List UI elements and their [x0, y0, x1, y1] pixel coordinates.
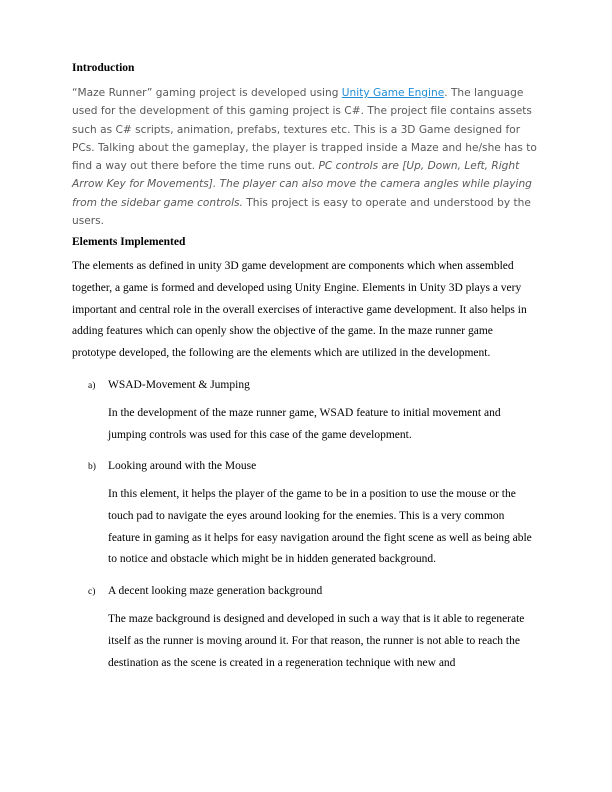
list-marker: c) [88, 587, 96, 598]
intro-text-2: . The language used for the development of this gaming project is C#. The project file contains assets such as C# scripts, animation, prefabs, textures etc. This is a 3D Game designed for PCs. Talking about the gameplay, the player is trapped inside a Maze and he/she has to find a way out there before the time runs out. [72, 87, 537, 173]
elements-paragraph: The elements as defined in unity 3D game development are components which when assembled together, a game is formed and developed using Unity Engine. Elements in Unity 3D plays a very important and central role in the overall exercises of interactive game development. It also helps in adding features which can openly show the objective of the game. In the maze runner game prototype developed, the following are the elements which are utilized in the development. [72, 260, 527, 360]
list-item-title: WSAD-Movement & Jumping [108, 378, 250, 391]
list-item-body: In this element, it helps the player of the game to be in a position to use the mouse or the touch pad to navigate the eyes around looking for the enemies. This is a very common feature in gaming as it helps for easy navigation around the fight scene as well as being able to notice and obstacle which might be in hidden generated background. [108, 488, 532, 566]
list-marker: b) [88, 462, 96, 473]
intro-text-3: This project is easy to operate and understood by the users. [72, 196, 531, 228]
unity-game-engine-link[interactable]: Unity Game Engine [341, 87, 445, 99]
intro-controls-italic: PC controls are [Up, Down, Left, Right Arrow Key for Movements]. The player can also move the camera angles while playing from the sidebar game controls. [72, 160, 532, 209]
list-item-wsad [72, 379, 538, 446]
list-item-title: A decent looking maze generation background [108, 585, 323, 598]
introduction-paragraph [72, 84, 538, 230]
introduction-heading: Introduction [72, 62, 135, 74]
list-marker: a) [88, 380, 96, 391]
list-item-mouse [72, 460, 538, 571]
document-page [72, 62, 538, 674]
list-item-body: The maze background is designed and developed in such a way that is it able to regenerate itself as the runner is moving around it. For that reason, the runner is not able to reach the destination as the scene is created in a regeneration technique with new and [108, 613, 525, 669]
list-item-body: In the development of the maze runner game, WSAD feature to initial movement and jumping controls was used for this case of the game development. [108, 406, 501, 441]
list-item-maze-background [72, 585, 538, 674]
intro-text-1: “Maze Runner” gaming project is developed using [72, 87, 342, 99]
elements-heading: Elements Implemented [72, 236, 186, 249]
list-item-title: Looking around with the Mouse [108, 460, 257, 473]
